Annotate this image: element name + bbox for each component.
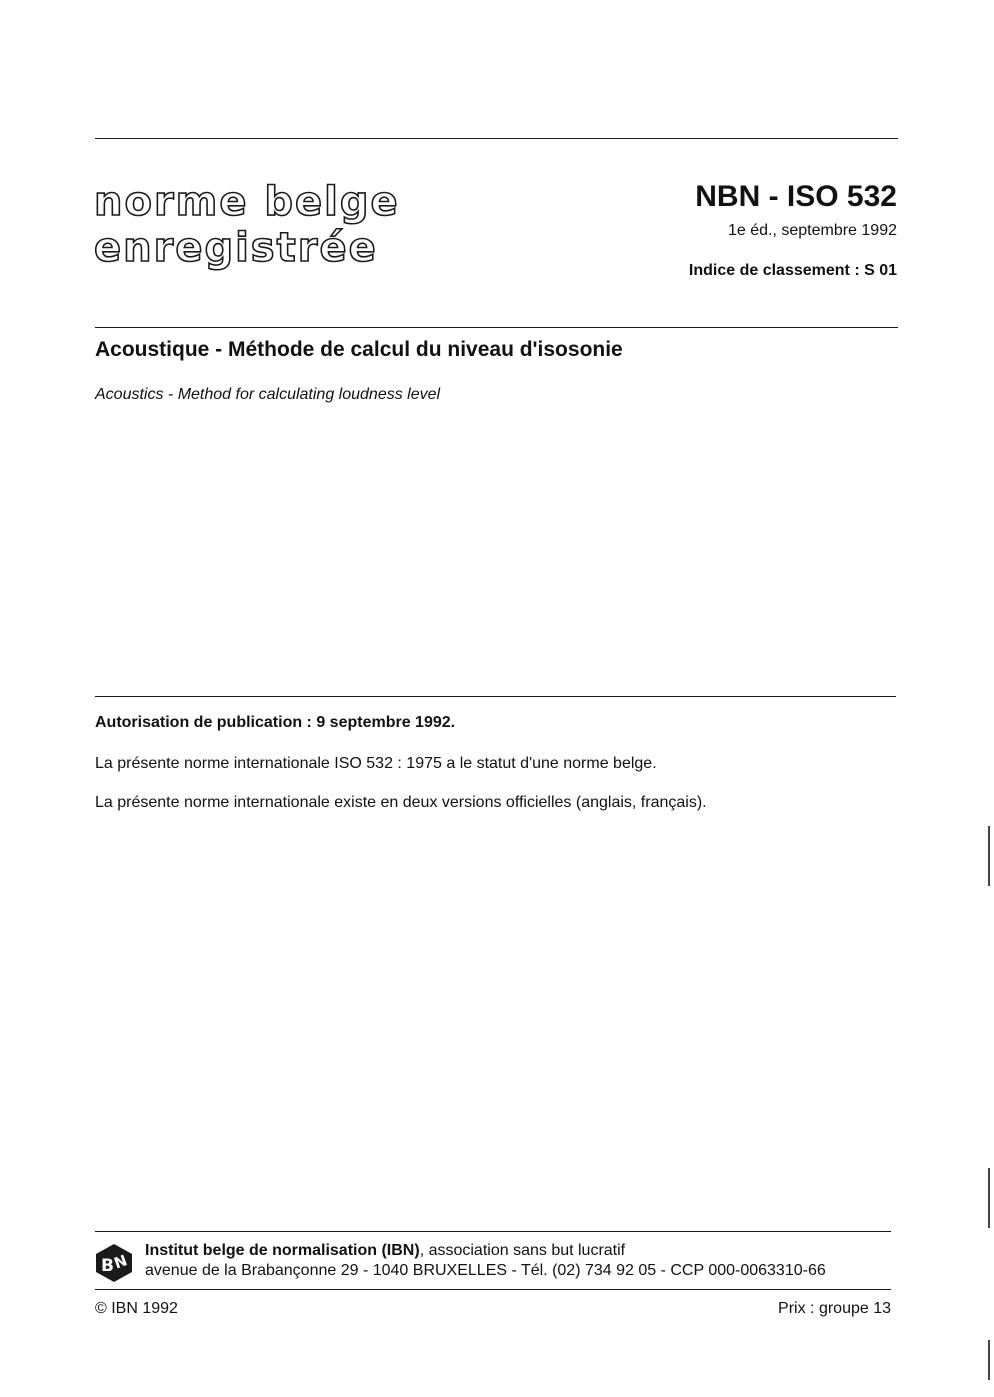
versions-paragraph: La présente norme internationale existe en deux versions officielles (anglais, français). xyxy=(95,794,707,811)
institute-address: avenue de la Brabançonne 29 - 1040 BRUXELLES - Tél. (02) 734 92 05 - CCP 000-0063310-66 xyxy=(145,1262,826,1279)
publication-authorisation: Autorisation de publication : 9 septembre 1992. xyxy=(95,714,456,731)
price-group: Prix : groupe 13 xyxy=(778,1300,891,1317)
body-divider xyxy=(95,696,896,697)
institute-name: Institut belge de normalisation (IBN) xyxy=(145,1242,420,1259)
svg-text:N: N xyxy=(111,1251,130,1273)
scan-mark xyxy=(988,826,990,886)
svg-text:B: B xyxy=(101,1256,114,1276)
institute-description: , association sans but lucratif xyxy=(419,1242,626,1259)
footer-divider-top xyxy=(95,1231,891,1232)
edition-date: 1e éd., septembre 1992 xyxy=(727,222,897,239)
title-english: Acoustics - Method for calculating loudness level xyxy=(95,386,441,403)
standard-number: NBN - ISO 532 xyxy=(695,180,897,213)
scan-mark xyxy=(988,1168,990,1228)
institute-line xyxy=(145,1242,625,1260)
title-french: Acoustique - Méthode de calcul du niveau d'isosonie xyxy=(95,338,623,361)
ibn-logo-icon xyxy=(94,1243,134,1283)
scan-mark xyxy=(988,1340,990,1380)
classification-index: Indice de classement : S 01 xyxy=(688,262,897,279)
title-divider xyxy=(95,327,898,328)
top-divider xyxy=(95,138,898,139)
footer-divider-bottom xyxy=(95,1289,891,1290)
status-paragraph: La présente norme internationale ISO 532 : 1975 a le statut d'une norme belge. xyxy=(95,755,657,772)
doc-type-line1: norme belge xyxy=(94,179,400,225)
doc-type-line2: enregistrée xyxy=(94,225,378,271)
copyright: © IBN 1992 xyxy=(95,1300,178,1317)
